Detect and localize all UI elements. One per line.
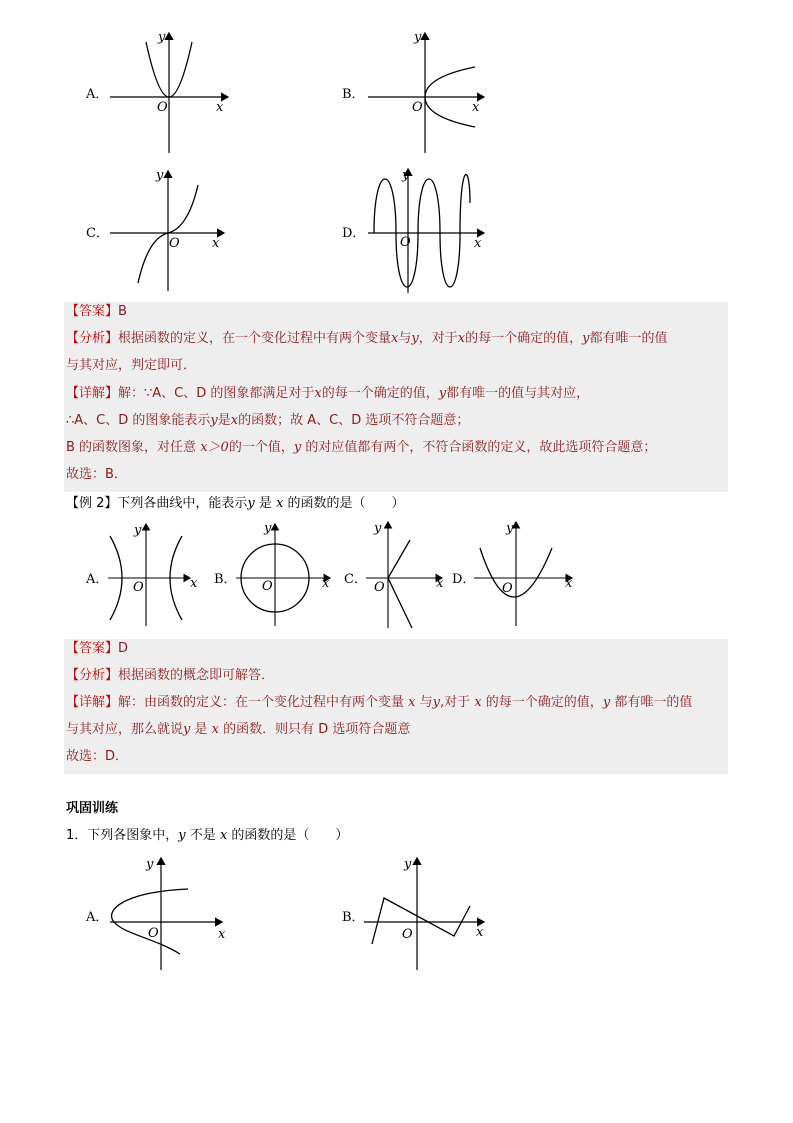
- x-axis-label: x: [190, 576, 198, 591]
- y-axis-label: y: [414, 30, 422, 45]
- detail-line-1: 【详解】解：∵A、C、D 的图象都满足对于x的每一个确定的值，y都有唯一的值与其对应，: [66, 386, 590, 401]
- y-axis-label: y: [506, 521, 514, 536]
- y-axis-label: y: [264, 521, 272, 536]
- x-axis-label: x: [212, 236, 220, 251]
- option-d-label: D．: [342, 226, 366, 241]
- y-axis-label: y: [402, 168, 410, 183]
- ex2-detail-line-1: 【详解】解：由函数的定义：在一个变化过程中有两个变量 x 与y,对于 x 的每一个确定的值，y 都有唯一的值: [66, 695, 693, 710]
- detail-line-3: B 的函数图象，对任意 x＞0的一个值，y 的对应值都有两个，不符合函数的定义，故此选项符合题意；: [66, 440, 657, 455]
- practice-graph-b: [360, 852, 490, 974]
- x-axis-label: x: [472, 100, 480, 115]
- analysis-line-1: 【分析】根据函数的定义，在一个变化过程中有两个变量x与y，对于x的每一个确定的值，y都有唯一的值: [66, 331, 668, 346]
- y-axis-label: y: [134, 523, 142, 538]
- origin-label: O: [133, 580, 144, 595]
- x-axis-label: x: [474, 236, 482, 251]
- graph-d-sine-wave: [360, 163, 500, 298]
- y-axis-label: y: [374, 521, 382, 536]
- option-c-label: C．: [86, 226, 109, 241]
- ex2-answer-line: 【答案】D: [66, 641, 129, 656]
- option-b-label: B．: [342, 87, 365, 102]
- origin-label: O: [148, 926, 159, 941]
- y-axis-label: y: [404, 857, 412, 872]
- x-axis-label: x: [565, 576, 573, 591]
- analysis-line-2: 与其对应，判定即可．: [66, 358, 197, 373]
- example-2-title: 【例 2】下列各曲线中，能表示y 是 x 的函数的是（ ）: [66, 496, 405, 511]
- origin-label: O: [402, 927, 413, 942]
- option-a-label: A．: [86, 87, 109, 102]
- y-axis-label: y: [156, 168, 164, 183]
- origin-label: O: [157, 100, 168, 115]
- ex2-detail-line-3: 故选：D．: [66, 749, 129, 764]
- x-axis-label: x: [322, 576, 330, 591]
- y-axis-label: y: [158, 30, 166, 45]
- ex2-graph-a-hyperbola: [104, 518, 204, 633]
- practice-question-1: 1．下列各图象中，y 不是 x 的函数的是（ ）: [66, 828, 349, 843]
- practice-heading: 巩固训练: [66, 801, 119, 816]
- y-axis-label: y: [146, 857, 154, 872]
- ex2-graph-b-circle: [234, 518, 334, 633]
- ex2-option-a-label: A．: [86, 572, 109, 587]
- answer-line: 【答案】B: [66, 304, 127, 319]
- x-axis-label: x: [216, 100, 224, 115]
- ex2-option-d-label: D．: [452, 572, 476, 587]
- ex2-graph-d-parabola: [470, 518, 580, 633]
- origin-label: O: [412, 100, 423, 115]
- practice-option-b-label: B．: [342, 910, 365, 925]
- graph-c-cubic: [100, 163, 240, 298]
- detail-line-2: ∴A、C、D 的图象能表示y是x的函数；故 A、C、D 选项不符合题意；: [66, 413, 470, 428]
- x-axis-label: x: [436, 576, 444, 591]
- ex2-detail-line-2: 与其对应，那么就说y 是 x 的函数．则只有 D 选项符合题意: [66, 722, 411, 737]
- origin-label: O: [502, 581, 513, 596]
- origin-label: O: [262, 579, 273, 594]
- practice-option-a-label: A．: [86, 910, 109, 925]
- ex2-analysis-line: 【分析】根据函数的概念即可解答．: [66, 668, 275, 683]
- detail-line-4: 故选：B．: [66, 467, 127, 482]
- ex2-graph-c-lines: [362, 518, 452, 633]
- origin-label: O: [169, 236, 180, 251]
- x-axis-label: x: [476, 925, 484, 940]
- ex2-option-c-label: C．: [344, 572, 367, 587]
- practice-graph-a: [104, 852, 234, 974]
- x-axis-label: x: [218, 927, 226, 942]
- graph-a-parabola: [100, 25, 240, 160]
- origin-label: O: [400, 235, 411, 250]
- ex2-option-b-label: B．: [214, 572, 237, 587]
- graph-b-sideways-parabola: [360, 25, 500, 160]
- origin-label: O: [374, 580, 385, 595]
